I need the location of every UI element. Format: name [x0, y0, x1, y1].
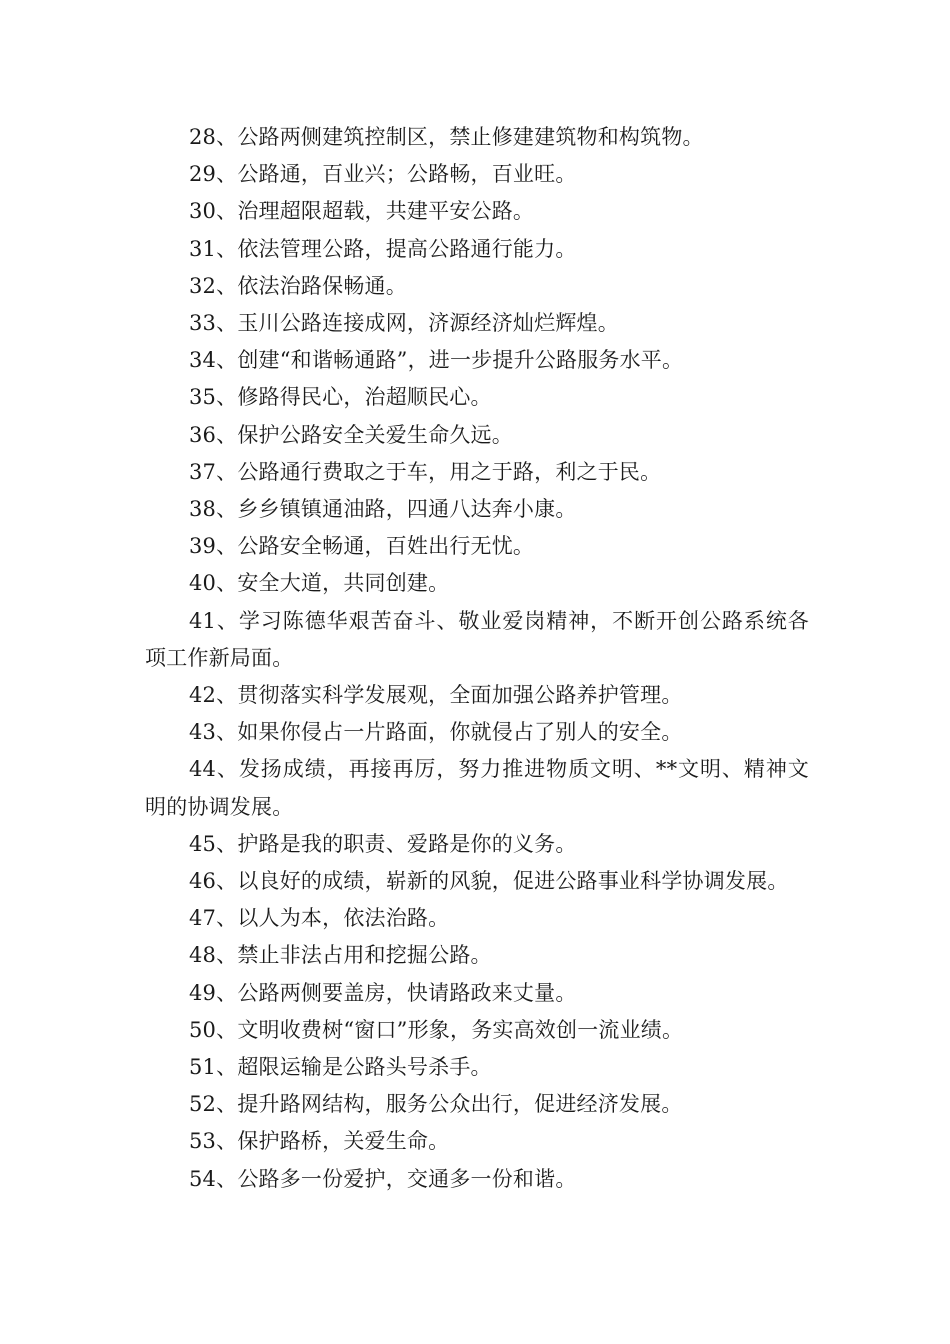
list-item: 49、公路两侧要盖房，快请路政来丈量。: [189, 980, 577, 1005]
list-item: 48、禁止非法占用和挖掘公路。: [189, 943, 492, 968]
list-item: 35、修路得民心，治超顺民心。: [189, 385, 492, 410]
list-item: 34、创建“和谐畅通路”，进一步提升公路服务水平。: [189, 348, 684, 373]
list-item: 43、如果你侵占一片路面，你就侵占了别人的安全。: [189, 720, 683, 745]
list-item: 38、乡乡镇镇通油路，四通八达奔小康。: [189, 497, 577, 522]
list-item: 33、玉川公路连接成网，济源经济灿烂辉煌。: [189, 311, 619, 336]
list-item: 46、以良好的成绩，崭新的风貌，促进公路事业科学协调发展。: [189, 869, 789, 894]
list-item: 36、保护公路安全关爱生命久远。: [189, 422, 513, 447]
list-item: 45、护路是我的职责、爱路是你的义务。: [189, 831, 577, 856]
list-item: 51、超限运输是公路头号杀手。: [189, 1055, 492, 1080]
list-item: 32、依法治路保畅通。: [189, 273, 407, 298]
list-item: 40、安全大道，共同创建。: [189, 571, 450, 596]
list-item: 28、公路两侧建筑控制区，禁止修建建筑物和构筑物。: [189, 125, 704, 149]
list-item: 39、公路安全畅通，百姓出行无忧。: [189, 534, 535, 559]
list-item: 29、公路通，百业兴；公路畅，百业旺。: [189, 162, 577, 187]
list-item: 52、提升路网结构，服务公众出行，促进经济发展。: [189, 1092, 683, 1117]
list-item: 41、学习陈德华艰苦奋斗、敬业爱岗精神，不断开创公路系统各项工作新局面。: [145, 608, 809, 670]
list-item: 50、文明收费树“窗口”形象，务实高效创一流业绩。: [189, 1017, 684, 1042]
slogan-list: [145, 119, 809, 1198]
list-item: 31、依法管理公路，提高公路通行能力。: [189, 236, 577, 261]
list-item: 54、公路多一份爱护，交通多一份和谐。: [189, 1166, 577, 1191]
list-item: 44、发扬成绩，再接再厉，努力推进物质文明、**文明、精神文明的协调发展。: [145, 757, 809, 819]
list-item: 47、以人为本，依法治路。: [189, 906, 450, 931]
list-item: 53、保护路桥，关爱生命。: [189, 1129, 450, 1154]
list-item: 42、贯彻落实科学发展观，全面加强公路养护管理。: [189, 683, 683, 708]
list-item: 37、公路通行费取之于车，用之于路，利之于民。: [189, 459, 662, 484]
list-item: 30、治理超限超载，共建平安公路。: [189, 199, 535, 224]
